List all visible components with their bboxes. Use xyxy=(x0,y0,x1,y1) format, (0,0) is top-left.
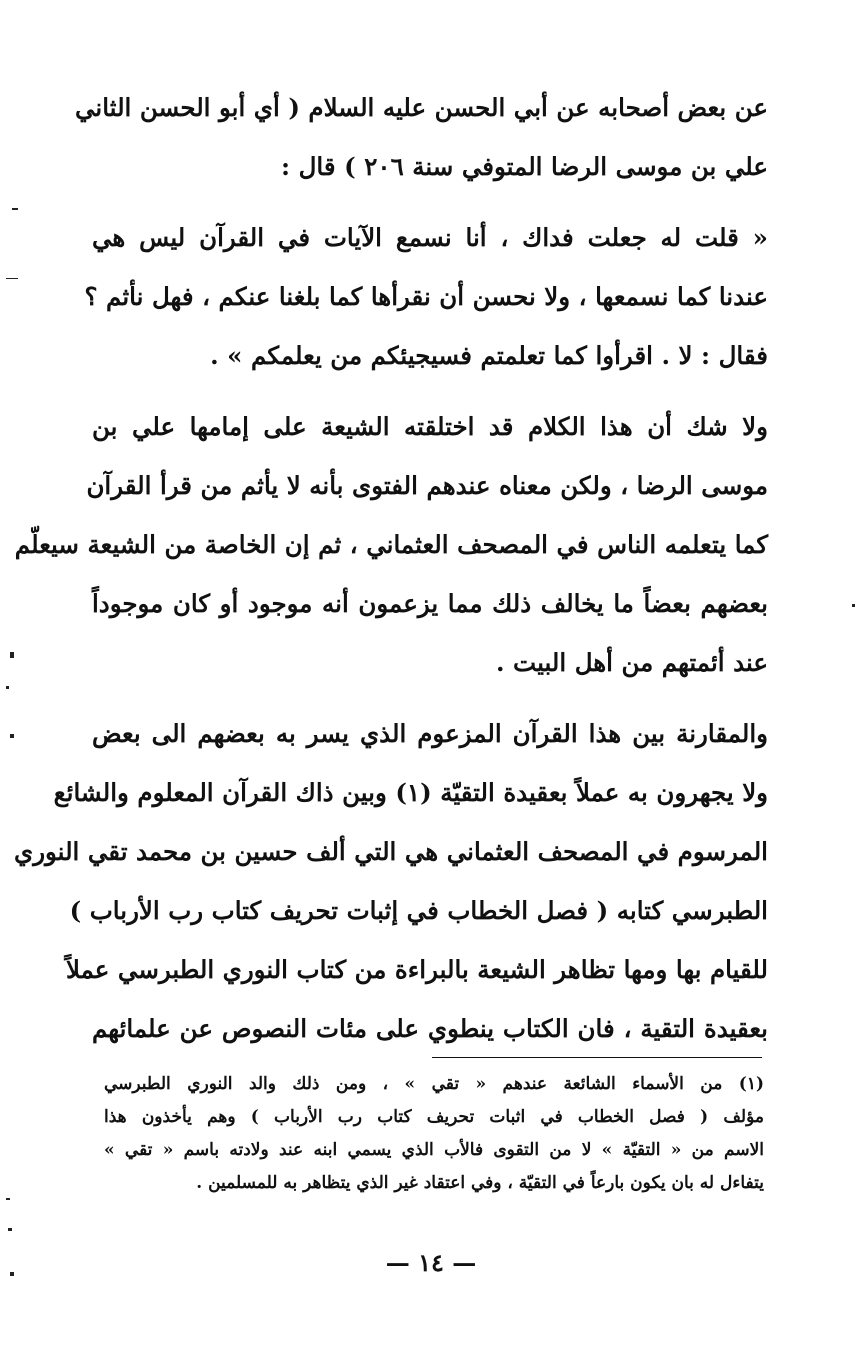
scan-speck xyxy=(10,652,14,658)
text-line: ولا يجهرون به عملاً بعقيدة التقيّة (١) وبين ذاك القرآن المعلوم والشائع xyxy=(53,778,768,807)
scan-speck xyxy=(10,734,14,738)
footnote-line: يتفاءل له بان يكون بارعاً في التقيّة ، وفي اعتقاد غير الذي يتظاهر به للمسلمين . xyxy=(196,1173,764,1193)
text-line: والمقارنة بين هذا القرآن المزعوم الذي يسر به بعضهم الى بعض xyxy=(92,719,768,748)
text-line: عن بعض أصحابه عن أبي الحسن عليه السلام ( أي أبو الحسن الثاني xyxy=(74,93,768,122)
scan-speck xyxy=(852,604,855,607)
scan-speck xyxy=(6,686,9,689)
text-line: عندنا كما نسمعها ، ولا نحسن أن نقرأها كما بلغنا عنكم ، فهل نأثم ؟ xyxy=(84,282,768,311)
scan-speck xyxy=(8,1228,12,1231)
text-line: عند أئمتهم من أهل البيت . xyxy=(495,648,768,677)
text-line: « قلت له جعلت فداك ، أنا نسمع الآيات في القرآن ليس هي xyxy=(92,223,768,252)
text-line: للقيام بها ومها تظاهر الشيعة بالبراءة من كتاب النوري الطبرسي عملاً xyxy=(65,955,768,984)
scan-speck xyxy=(6,1198,10,1200)
text-line: بعقيدة التقية ، فان الكتاب ينطوي على مئات النصوص عن علمائهم xyxy=(92,1014,768,1043)
text-line: ولا شك أن هذا الكلام قد اختلقته الشيعة على إمامها علي بن xyxy=(92,412,768,441)
page-number: — ١٤ — xyxy=(385,1248,477,1277)
footnote-line: (١) من الأسماء الشائعة عندهم « تقي » ، ومن ذلك والد النوري الطبرسي xyxy=(104,1074,764,1094)
footnote-divider xyxy=(432,1057,762,1058)
text-line: علي بن موسى الرضا المتوفي سنة ٢٠٦ ) قال : xyxy=(281,152,768,181)
text-line: فقال : لا . اقرأوا كما تعلمتم فسيجيئكم من يعلمكم » . xyxy=(210,341,768,370)
text-line: موسى الرضا ، ولكن معناه عندهم الفتوى بأنه لا يأثم من قرأ القرآن xyxy=(86,471,768,500)
scan-speck xyxy=(12,208,18,210)
paragraph-4 xyxy=(14,704,768,1058)
scan-speck xyxy=(6,278,18,279)
footnote xyxy=(104,1068,764,1200)
paragraph-3 xyxy=(14,397,768,692)
paragraph-2-quote xyxy=(84,208,768,385)
footnote-line: مؤلف ( فصل الخطاب في اثبات تحريف كتاب رب الأرباب ) وهم يأخذون هذا xyxy=(104,1107,764,1127)
main-text xyxy=(14,78,768,1058)
scan-speck xyxy=(10,1272,14,1276)
text-line: الطبرسي كتابه ( فصل الخطاب في إثبات تحريف كتاب رب الأرباب ) xyxy=(69,896,768,925)
text-line: كما يتعلمه الناس في المصحف العثماني ، ثم إن الخاصة من الشيعة سيعلّم xyxy=(14,530,768,559)
footnote-line: الاسم من « التقيّة » لا من التقوى فالأب الذي يسمي ابنه عند ولادته باسم « تقي » xyxy=(104,1140,764,1160)
text-line: المرسوم في المصحف العثماني هي التي ألف حسين بن محمد تقي النوري xyxy=(14,837,768,866)
text-line: بعضهم بعضاً ما يخالف ذلك مما يزعمون أنه موجود أو كان موجوداً xyxy=(92,589,768,618)
paragraph-1 xyxy=(74,78,768,196)
